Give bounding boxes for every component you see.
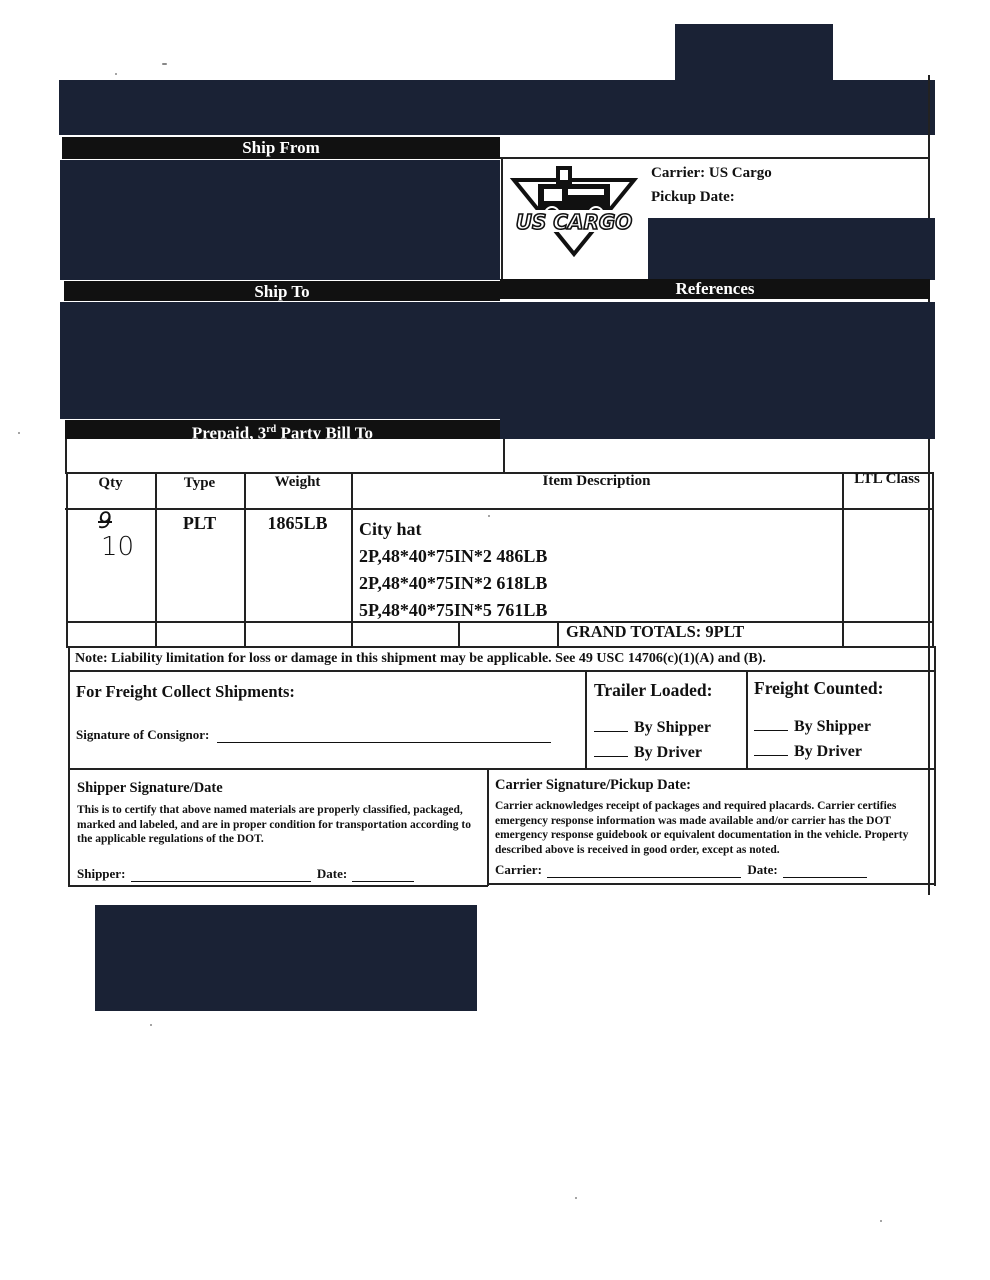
references-redaction [500, 415, 935, 439]
trailer-by-driver-blank[interactable] [594, 756, 628, 757]
frame-line [585, 671, 587, 769]
trailer-by-shipper-label: By Shipper [634, 719, 711, 736]
table-line [932, 472, 934, 648]
scan-speck [162, 63, 167, 65]
scan-speck [880, 1220, 882, 1222]
carrier-name: Carrier: US Cargo [651, 165, 772, 181]
counted-by-shipper-blank[interactable] [754, 730, 788, 731]
carrier-signature-title: Carrier Signature/Pickup Date: [495, 777, 691, 793]
counted-by-driver[interactable] [754, 743, 862, 761]
bill-to-title: Prepaid, 3 [191, 423, 267, 443]
header-weight: Weight [274, 474, 321, 490]
references-title: References [675, 279, 755, 298]
counted-by-driver-label: By Driver [794, 743, 862, 760]
carrier-signature-line[interactable] [547, 877, 741, 878]
qty-crossed-out: 9 [98, 509, 112, 534]
consignor-signature[interactable] [76, 727, 551, 743]
table-line [66, 472, 68, 648]
desc-line-3: 2P,48*40*75IN*2 618LB [359, 573, 548, 593]
redaction-block [59, 80, 935, 135]
scan-speck [488, 515, 490, 517]
counted-by-shipper[interactable] [754, 718, 871, 736]
frame-line [68, 646, 70, 886]
table-line [842, 472, 844, 648]
bill-to-header [65, 420, 500, 443]
carrier-acknowledgement-text: Carrier acknowledges receipt of packages and required placards. Carrier certifies emergency response information was made available and/or carrier has the DOT emergency response guidebook or equivalent documentation in the vehicle. Property described above is received in good order, except as noted. [495, 800, 909, 856]
table-line [458, 622, 460, 648]
scan-speck [150, 1024, 152, 1026]
frame-line [500, 157, 930, 159]
table-line [351, 472, 353, 648]
shipper-signature-field[interactable] [77, 866, 414, 882]
bill-to-title-tail: Party Bill To [276, 423, 374, 443]
shipper-date-line[interactable] [352, 881, 414, 882]
trailer-by-driver[interactable] [594, 744, 702, 762]
table-line [557, 622, 559, 648]
ship-from-header [62, 137, 500, 159]
counted-by-driver-blank[interactable] [754, 755, 788, 756]
table-line [155, 472, 157, 648]
consignor-label: Signature of Consignor: [76, 727, 210, 742]
frame-line [68, 768, 934, 770]
pickup-date-label: Pickup Date: [651, 189, 735, 205]
ship-to-header [64, 281, 500, 301]
frame-line [501, 157, 503, 279]
scan-speck [18, 432, 20, 434]
frame-line [65, 439, 67, 473]
scan-speck [115, 73, 117, 75]
shipper-label: Shipper: [77, 866, 126, 881]
frame-line [746, 671, 748, 769]
desc-line-4: 5P,48*40*75IN*5 761LB [359, 600, 548, 620]
liability-note: Note: Liability limitation for loss or damage in this shipment may be applicable. See 49 USC 14706(c)(1)(A) and (B). [75, 651, 766, 666]
frame-line [934, 646, 936, 886]
table-line [66, 621, 933, 623]
ship-from-title: Ship From [242, 138, 320, 157]
bill-to-sup: rd [266, 424, 277, 435]
redaction-block [675, 24, 833, 84]
freight-collect-title: For Freight Collect Shipments: [76, 682, 295, 701]
trailer-by-shipper-blank[interactable] [594, 731, 628, 732]
ship-to-title: Ship To [254, 282, 310, 301]
header-type: Type [183, 475, 216, 491]
row-weight: 1865LB [267, 513, 328, 533]
table-line [244, 472, 246, 648]
ship-from-redaction [60, 160, 500, 280]
scan-speck [575, 1197, 577, 1199]
table-line [66, 646, 933, 648]
qty-handwritten: 10 [101, 532, 135, 562]
carrier-date-label: Date: [747, 862, 778, 877]
shipper-signature-title: Shipper Signature/Date [77, 780, 223, 796]
us-cargo-logo [508, 162, 640, 257]
redaction-block [95, 905, 477, 1011]
header-ltl-class: LTL Class [854, 471, 920, 487]
trailer-loaded-title: Trailer Loaded: [594, 680, 713, 700]
frame-line [68, 885, 488, 887]
consignor-signature-line[interactable] [217, 742, 551, 743]
carrier-signature-field[interactable] [495, 862, 867, 878]
references-header [500, 279, 930, 299]
carrier-date-line[interactable] [783, 877, 867, 878]
frame-line [503, 439, 505, 473]
logo-wordmark: US CARGO [515, 210, 633, 234]
shipper-certification-text: This is to certify that above named materials are properly classified, packaged, marked and labeled, and are in proper condition for transportation according to the applicable regulations of the DOT. [77, 804, 472, 845]
grand-totals: GRAND TOTALS: 9PLT [566, 622, 745, 641]
ship-to-redaction [60, 302, 935, 419]
trailer-by-driver-label: By Driver [634, 744, 702, 761]
row-type: PLT [182, 513, 217, 533]
frame-line [487, 883, 935, 885]
header-qty: Qty [98, 475, 123, 491]
shipper-signature-line[interactable] [131, 881, 311, 882]
shipper-date-label: Date: [316, 866, 348, 881]
table-line [68, 670, 934, 672]
desc-line-2: 2P,48*40*75IN*2 486LB [359, 546, 548, 566]
header-item-description: Item Description [542, 473, 651, 489]
table-line [65, 508, 933, 510]
desc-line-1: City hat [359, 519, 422, 539]
trailer-by-shipper[interactable] [594, 719, 711, 737]
frame-line [487, 769, 489, 886]
freight-counted-title: Freight Counted: [754, 678, 884, 698]
carrier-label: Carrier: [495, 862, 542, 877]
counted-by-shipper-label: By Shipper [794, 718, 871, 735]
redaction-block [648, 218, 935, 280]
